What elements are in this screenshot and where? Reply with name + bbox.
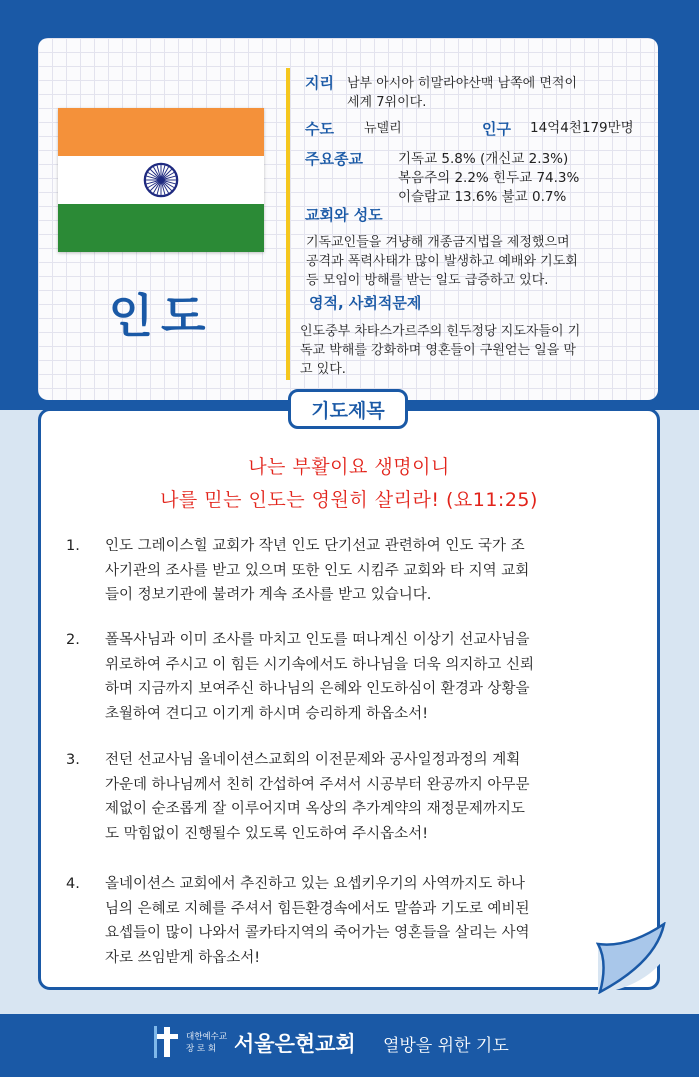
prayer-item-number: 2.: [66, 632, 80, 648]
prayer-item-line: 님의 은혜로 지혜를 주셔서 힘든환경속에서도 말씀과 기도로 예비된: [105, 900, 530, 917]
org-line-1: 대한예수교: [186, 1032, 228, 1042]
issues-line-1: 인도중부 차타스가르주의 힌두정당 지도자들이 기: [300, 324, 581, 339]
flag-white-band: [58, 156, 264, 204]
prayer-item-line: 인도 그레이스힐 교회가 작년 인도 단기선교 관련하여 인도 국가 조: [105, 538, 525, 554]
church-name: 서울은현교회: [234, 1032, 356, 1056]
country-name: 인도: [108, 289, 214, 343]
org-line-2: 장 로 회: [186, 1044, 217, 1054]
issues-label: 영적, 사회적문제: [309, 294, 422, 312]
religion-line-3: 이슬람교 13.6% 불교 0.7%: [398, 189, 567, 205]
church-line-1: 기독교인들을 겨냥해 개종금지법을 제정했으며: [306, 235, 570, 250]
prayer-item-2: [66, 628, 626, 726]
campaign-title: 열방을 위한 기도: [383, 1036, 509, 1056]
flag-saffron-band: [58, 108, 264, 156]
issues-line-3: 고 있다.: [300, 362, 346, 377]
prayer-item-line: 초월하여 견디고 이기게 하시며 승리하게 하옵소서!: [105, 705, 429, 722]
info-divider: [286, 68, 290, 380]
prayer-item-number: 1.: [66, 538, 80, 554]
prayer-item-line: 도 막힘없이 진행될수 있도록 인도하여 주시옵소서!: [105, 825, 429, 842]
verse-line-1: 나는 부활이요 생명이니: [248, 456, 450, 478]
prayer-title: 기도제목: [288, 389, 408, 429]
prayer-item-line: 제없이 순조롭게 잘 이루어지며 옥상의 추가계약의 재정문제까지도: [105, 801, 525, 817]
geography-line-1: 남부 아시아 히말라야산맥 남쪽에 면적이: [347, 76, 578, 91]
prayer-item-1: [66, 534, 626, 608]
prayer-item-line: 들이 정보기관에 불려가 계속 조사를 받고 있습니다.: [105, 587, 432, 603]
religion-line-1: 기독교 5.8% (개신교 2.3%): [398, 151, 569, 167]
prayer-item-line: 자로 쓰임받게 하옵소서!: [105, 949, 261, 966]
prayer-item-4: [66, 872, 626, 970]
prayer-item-number: 3.: [66, 752, 80, 768]
verse-line-2: 나를 믿는 인도는 영원히 살리라! (요11:25): [160, 489, 538, 511]
prayer-item-line: 하며 지금까지 보여주신 하나님의 은혜와 인도하심이 환경과 상황을: [105, 681, 530, 697]
prayer-item-3: [66, 748, 626, 846]
prayer-item-line: 폴목사님과 이미 조사를 마치고 인도를 떠나계신 이상기 선교사님을: [105, 632, 530, 648]
church-line-2: 공격과 폭력사태가 많이 발생하고 예배와 기도회: [306, 254, 578, 269]
church-label: 교회와 성도: [305, 206, 383, 224]
issues-line-2: 독교 박해를 강화하며 영혼들이 구원얻는 일을 막: [300, 343, 576, 358]
prayer-item-line: 올네이션스 교회에서 추진하고 있는 요셉키우기의 사역까지도 하나: [105, 876, 525, 892]
population-value: 14억4천179만명: [530, 120, 634, 136]
church-line-3: 등 모임이 방해를 받는 일도 급증하고 있다.: [306, 273, 549, 288]
population-label: 인구: [482, 120, 511, 138]
prayer-item-line: 요셉들이 많이 나와서 콜카타지역의 죽어가는 영혼들을 살리는 사역: [105, 925, 530, 941]
org-affiliation: [186, 1031, 227, 1055]
geography-line-2: 세계 7위이다.: [347, 95, 427, 110]
cross-icon: [154, 1026, 180, 1058]
geography-label: 지리: [305, 74, 334, 92]
india-flag: [58, 108, 264, 252]
religion-line-2: 복음주의 2.2% 힌두교 74.3%: [398, 170, 580, 186]
capital-value: 뉴델리: [364, 121, 402, 136]
prayer-item-line: 위로하여 주시고 이 힘든 시기속에서도 하나님을 더욱 의지하고 신뢰: [105, 656, 535, 673]
capital-label: 수도: [305, 120, 334, 138]
prayer-item-line: 전던 선교사님 올네이션스교회의 이전문제와 공사일정과정의 계획: [105, 752, 521, 768]
prayer-item-line: 가운데 하나님께서 친히 간섭하여 주셔서 시공부터 완공까지 아무문: [105, 776, 530, 793]
prayer-item-line: 사기관의 조사를 받고 있으며 또한 인도 시킴주 교회와 타 지역 교회: [105, 562, 530, 579]
ashoka-chakra-icon: [142, 161, 180, 199]
religion-label: 주요종교: [305, 150, 363, 168]
flag-green-band: [58, 204, 264, 252]
prayer-item-number: 4.: [66, 876, 80, 892]
